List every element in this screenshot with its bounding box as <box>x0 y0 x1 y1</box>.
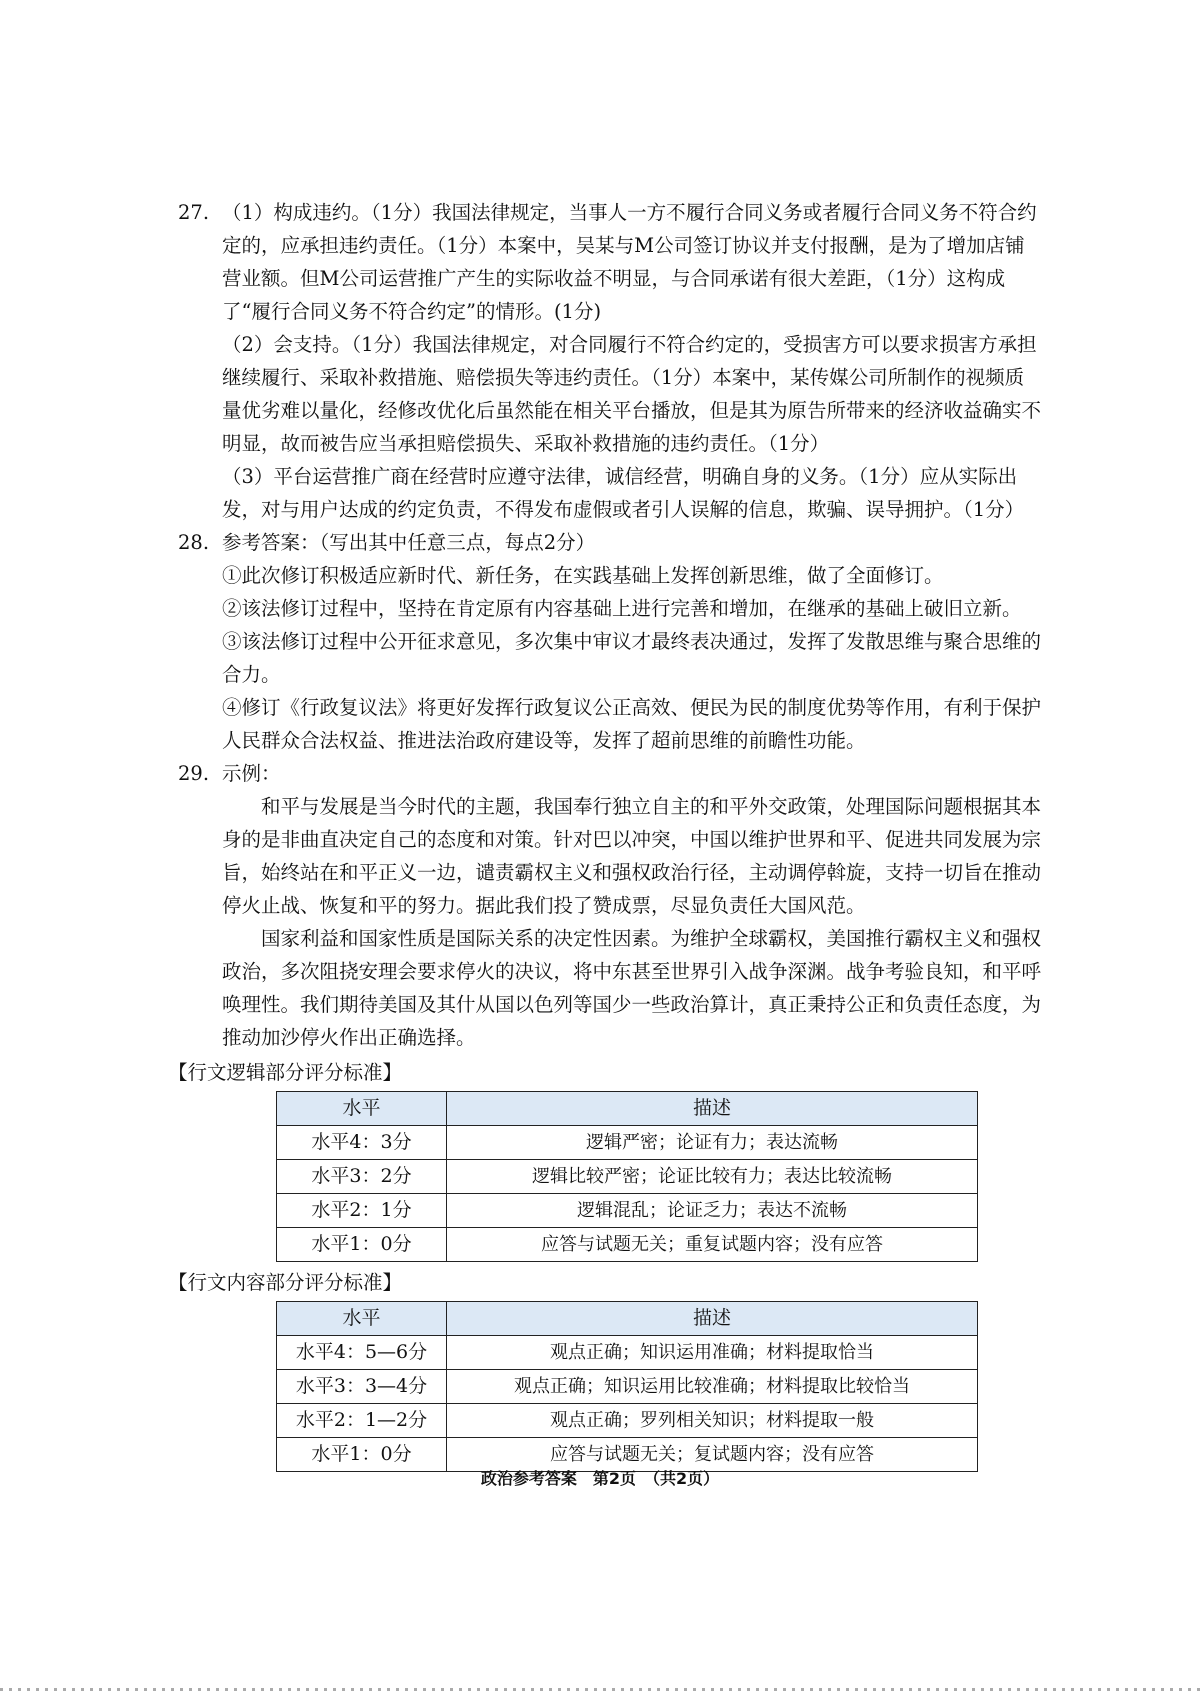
header-level: 水平 <box>277 1092 447 1126</box>
table-header-row <box>277 1092 978 1126</box>
description-cell: 逻辑混乱；论证乏力；表达不流畅 <box>447 1194 978 1228</box>
table-row <box>277 1404 978 1438</box>
answer-point: ④修订《行政复议法》将更好发挥行政复议公正高效、便民为民的制度优势等作用，有利于保护人民群众合法权益、推进法治政府建设等，发挥了超前思维的前瞻性功能。 <box>222 696 1042 752</box>
table-row <box>277 1126 978 1160</box>
question-number: 27. <box>178 201 210 224</box>
answer-point: ②该法修订过程中，坚持在肯定原有内容基础上进行完善和增加，在继承的基础上破旧立新。 <box>222 597 1022 620</box>
header-level: 水平 <box>277 1302 447 1336</box>
table-row <box>277 1194 978 1228</box>
answer-part-3: （3）平台运营推广商在经营时应遵守法律，诚信经营，明确自身的义务。（1分）应从实际出发，对与用户达成的约定负责，不得发布虚假或者引人误解的信息，欺骗、误导拥护。（1分） <box>222 465 1025 521</box>
content-table-title: 【行文内容部分评分标准】 <box>168 1271 403 1294</box>
level-cell: 水平3：3—4分 <box>277 1370 447 1404</box>
description-cell: 应答与试题无关；重复试题内容；没有应答 <box>447 1228 978 1262</box>
answer-part-1: （1）构成违约。（1分）我国法律规定，当事人一方不履行合同义务或者履行合同义务不符合约定的，应承担违约责任。（1分）本案中，吴某与M公司签订协议并支付报酬，是为了增加店铺营业额。但M公司运营推广产生的实际收益不明显，与合同承诺有很大差距，（1分）这构成了“履行合同义务不符合约定”的情形。(1分) <box>222 201 1037 323</box>
answer-content <box>168 196 1043 1476</box>
question-number: 28. <box>178 531 210 554</box>
description-cell: 观点正确；知识运用准确；材料提取恰当 <box>447 1336 978 1370</box>
description-cell: 观点正确；罗列相关知识；材料提取一般 <box>447 1404 978 1438</box>
table-row <box>277 1370 978 1404</box>
page-footer: 政治参考答案 第2页 （共2页） <box>480 1469 720 1488</box>
header-description: 描述 <box>447 1092 978 1126</box>
answer-intro: 参考答案：（写出其中任意三点，每点2分） <box>222 531 596 554</box>
answer-point: ①此次修订积极适应新时代、新任务，在实践基础上发挥创新思维，做了全面修订。 <box>222 564 944 587</box>
question-number: 29. <box>178 762 210 785</box>
answer-part-2: （2）会支持。（1分）我国法律规定，对合同履行不符合约定的，受损害方可以要求损害方承担继续履行、采取补救措施、赔偿损失等违约责任。（1分）本案中，某传媒公司所制作的视频质量优劣难以量化，经修改优化后虽然能在相关平台播放，但是其为原告所带来的经济收益确实不明显，故而被告应当承担赔偿损失、采取补救措施的违约责任。（1分） <box>222 333 1042 455</box>
logic-scoring-table <box>276 1091 978 1262</box>
table-header-row <box>277 1302 978 1336</box>
scan-artifact-line <box>0 1688 1200 1691</box>
answer-intro: 示例： <box>222 762 281 785</box>
table-row <box>277 1336 978 1370</box>
logic-table-title: 【行文逻辑部分评分标准】 <box>168 1061 403 1084</box>
sample-paragraph: 国家利益和国家性质是国际关系的决定性因素。为维护全球霸权，美国推行霸权主义和强权政治，多次阻挠安理会要求停火的决议，将中东甚至世界引入战争深渊。战争考验良知，和平呼唤理性。我们期待美国及其什从国以色列等国少一些政治算计，真正秉持公正和负责任态度，为推动加沙停火作出正确选择。 <box>222 927 1042 1049</box>
question-28 <box>178 526 1043 757</box>
level-cell: 水平4：5—6分 <box>277 1336 447 1370</box>
description-cell: 观点正确；知识运用比较准确；材料提取比较恰当 <box>447 1370 978 1404</box>
level-cell: 水平2：1分 <box>277 1194 447 1228</box>
table-row <box>277 1160 978 1194</box>
level-cell: 水平3：2分 <box>277 1160 447 1194</box>
description-cell: 应答与试题无关；复试题内容；没有应答 <box>447 1438 978 1472</box>
level-cell: 水平1：0分 <box>277 1228 447 1262</box>
level-cell: 水平4：3分 <box>277 1126 447 1160</box>
level-cell: 水平2：1—2分 <box>277 1404 447 1438</box>
answer-point: ③该法修订过程中公开征求意见，多次集中审议才最终表决通过，发挥了发散思维与聚合思维的合力。 <box>222 630 1042 686</box>
question-29 <box>178 757 1043 1054</box>
sample-paragraph: 和平与发展是当今时代的主题，我国奉行独立自主的和平外交政策，处理国际问题根据其本身的是非曲直决定自己的态度和对策。针对巴以冲突，中国以维护世界和平、促进共同发展为宗旨，始终站在和平正义一边，谴责霸权主义和强权政治行径，主动调停斡旋，支持一切旨在推动停火止战、恢复和平的努力。据此我们投了赞成票，尽显负责任大国风范。 <box>222 795 1042 917</box>
content-scoring-table <box>276 1301 978 1472</box>
level-cell: 水平1：0分 <box>277 1438 447 1472</box>
table-row <box>277 1228 978 1262</box>
description-cell: 逻辑比较严密；论证比较有力；表达比较流畅 <box>447 1160 978 1194</box>
description-cell: 逻辑严密；论证有力；表达流畅 <box>447 1126 978 1160</box>
question-27 <box>178 196 1043 526</box>
header-description: 描述 <box>447 1302 978 1336</box>
